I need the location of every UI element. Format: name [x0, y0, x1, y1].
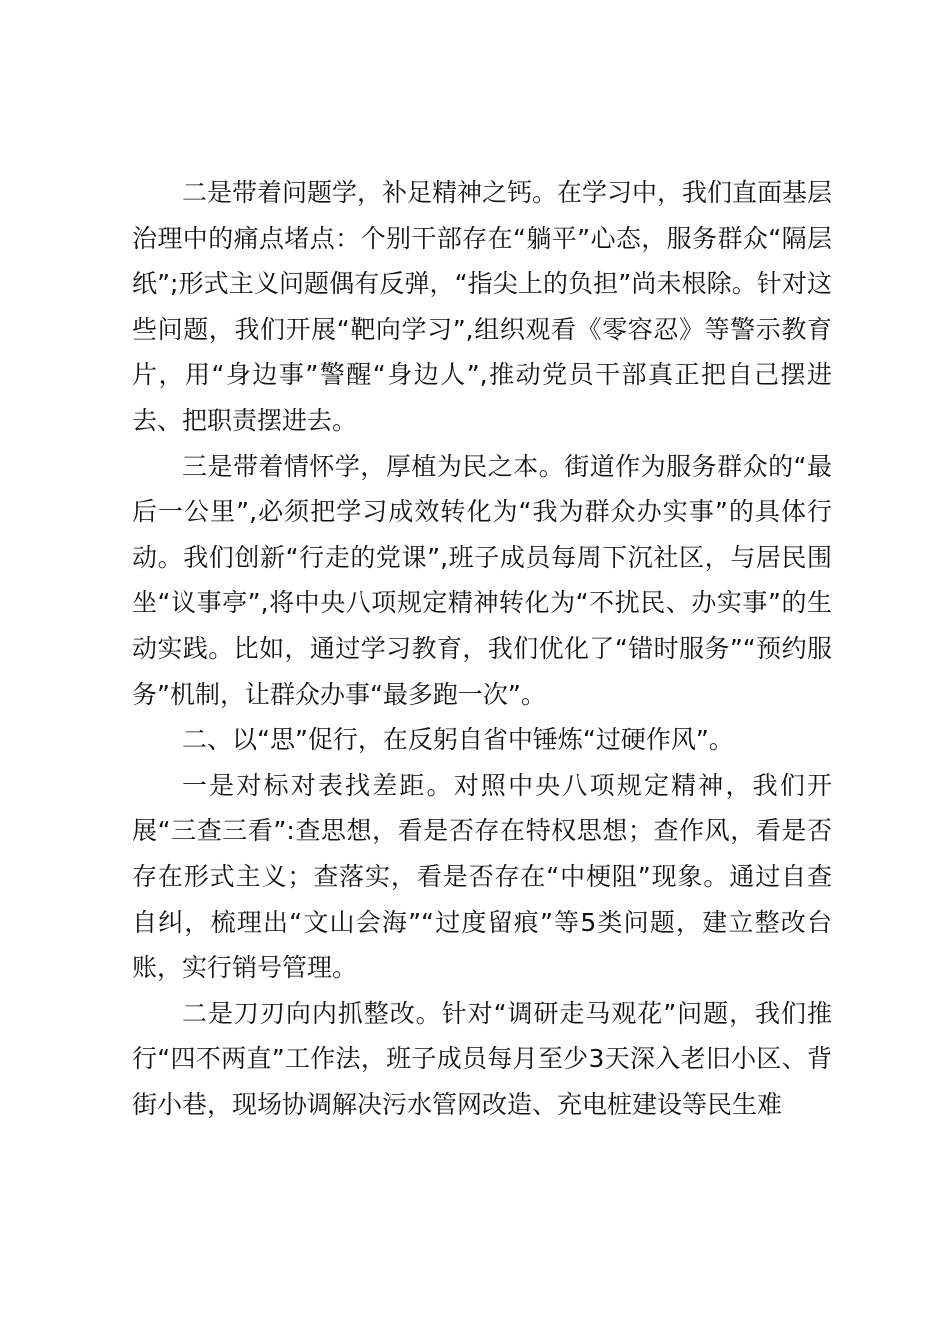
paragraph-find-gaps: 一是对标对表找差距。对照中央八项规定精神，我们开展“三查三看”:查思想，看是否存在特权思想；查作风，看是否存在形式主义；查落实，看是否存在“中梗阻”现象。通过自查自纠，梳理出“文山会海”“过度留痕”等5类问题，建立整改台账，实行销号管理。: [132, 770, 832, 983]
paragraph-study-with-feelings: 三是带着情怀学，厚植为民之本。街道作为服务群众的“最后一公里”,必须把学习成效转化为“我为群众办实事”的具体行动。我们创新“行走的党课”,班子成员每周下沉社区，与居民围坐“议事亭”,将中央八项规定精神转化为“不扰民、办实事”的生动实践。比如，通过学习教育，我们优化了“错时服务”“预约服务”机制，让群众办事“最多跑一次”。: [132, 451, 832, 709]
paragraph-rectification: 二是刀刃向内抓整改。针对“调研走马观花”问题，我们推行“四不两直”工作法，班子成员每月至少3天深入老旧小区、背街小巷，现场协调解决污水管网改造、充电桩建设等民生难: [132, 998, 832, 1119]
paragraph-study-with-problems: 二是带着问题学，补足精神之钙。在学习中，我们直面基层治理中的痛点堵点：个别干部存在“躺平”心态，服务群众“隔层纸”;形式主义问题偶有反弹，“指尖上的负担”尚未根除。针对这些问题，我们开展“靶向学习”,组织观看《零容忍》等警示教育片，用“身边事”警醒“身边人”,推动党员干部真正把自己摆进去、把职责摆进去。: [132, 178, 833, 435]
section-heading-reflection: 二、以“思”促行，在反躬自省中锤炼“过硬作风”。: [182, 725, 734, 755]
document-body: [132, 170, 832, 1127]
